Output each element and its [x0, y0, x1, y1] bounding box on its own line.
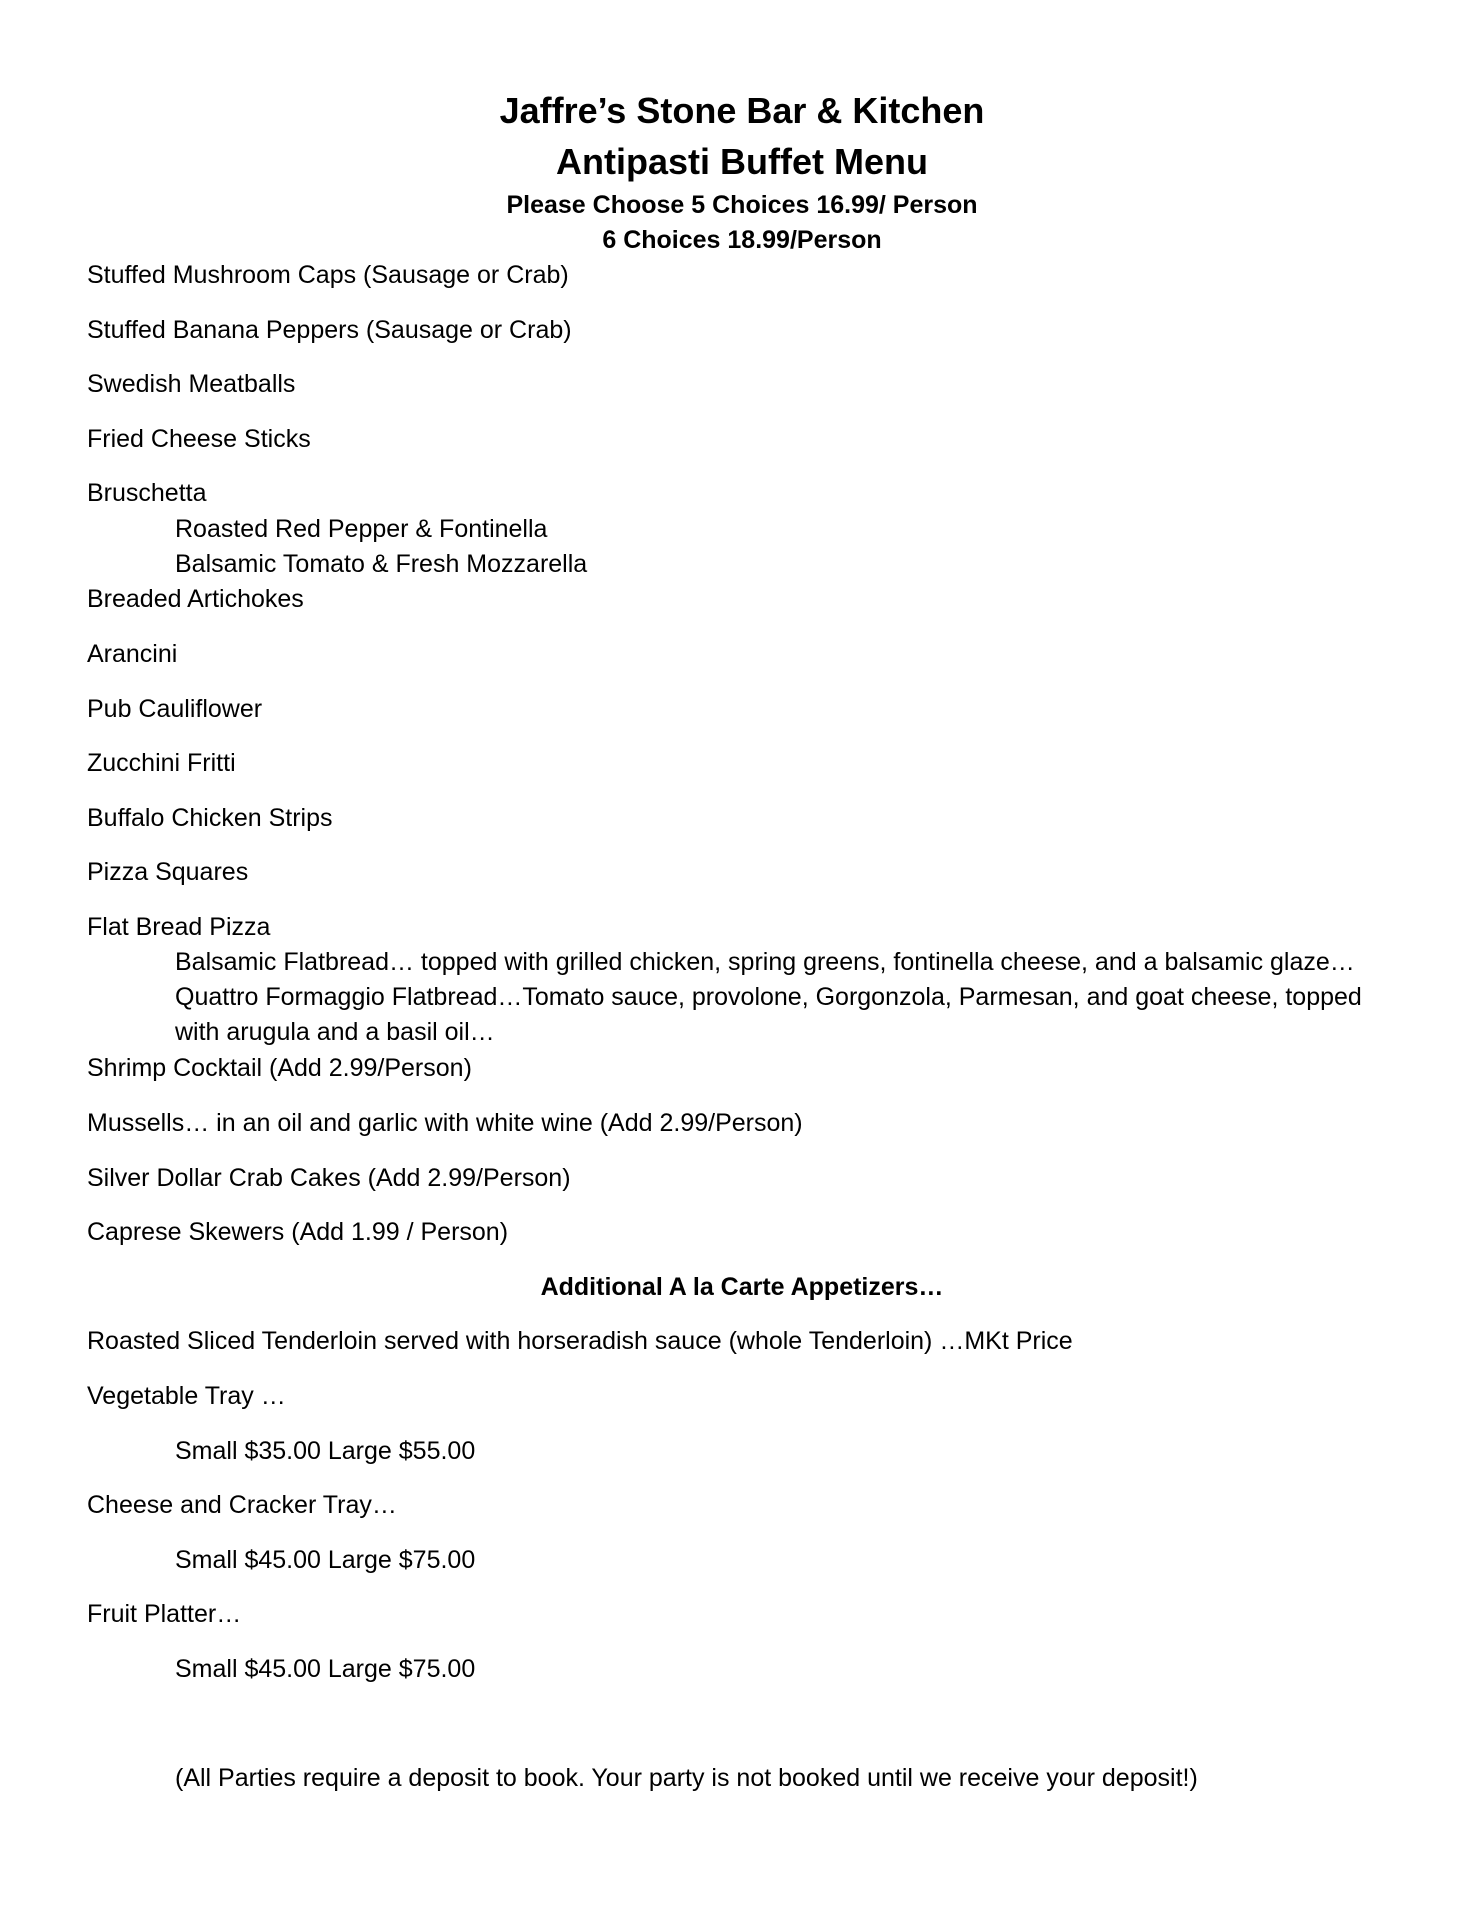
alacarte-heading: Additional A la Carte Appetizers… — [540, 1273, 944, 1301]
menu-item: Silver Dollar Crab Cakes (Add 2.99/Person) — [87, 1164, 571, 1192]
menu-item: Mussells… in an oil and garlic with white wine (Add 2.99/Person) — [87, 1109, 803, 1137]
menu-item: Fried Cheese Sticks — [87, 425, 311, 453]
menu-sub-item: Quattro Formaggio Flatbread…Tomato sauce, provolone, Gorgonzola, Parmesan, and goat cheese, topped with arugula and a basil oil… — [175, 983, 1362, 1046]
alacarte-price-line: Small $35.00 Large $55.00 — [175, 1437, 476, 1465]
menu-item: Swedish Meatballs — [87, 370, 296, 398]
menu-item: Arancini — [87, 640, 178, 668]
menu-sub-item: Balsamic Tomato & Fresh Mozzarella — [175, 550, 588, 578]
menu-item: Flat Bread Pizza — [87, 913, 271, 941]
menu-title: Antipasti Buffet Menu — [556, 141, 928, 182]
menu-sub-item: Balsamic Flatbread… topped with grilled chicken, spring greens, fontinella cheese, and a balsamic glaze… — [175, 948, 1355, 976]
alacarte-price-line: Small $45.00 Large $75.00 — [175, 1546, 476, 1574]
menu-item: Bruschetta — [87, 479, 207, 507]
menu-item: Pub Cauliflower — [87, 695, 263, 723]
alacarte-item: Roasted Sliced Tenderloin served with horseradish sauce (whole Tenderloin) …MKt Price — [87, 1327, 1073, 1355]
menu-item: Stuffed Banana Peppers (Sausage or Crab) — [87, 316, 572, 344]
menu-item: Zucchini Fritti — [87, 749, 236, 777]
menu-item: Stuffed Mushroom Caps (Sausage or Crab) — [87, 261, 569, 289]
menu-item: Buffalo Chicken Strips — [87, 804, 333, 832]
pricing-line-2: 6 Choices 18.99/Person — [602, 226, 882, 254]
menu-sub-item: Roasted Red Pepper & Fontinella — [175, 515, 548, 543]
alacarte-item: Fruit Platter… — [87, 1600, 242, 1628]
menu-item: Caprese Skewers (Add 1.99 / Person) — [87, 1218, 509, 1246]
restaurant-name: Jaffre’s Stone Bar & Kitchen — [499, 90, 985, 131]
menu-item: Breaded Artichokes — [87, 585, 304, 613]
deposit-note: (All Parties require a deposit to book. Your party is not booked until we receive your deposit!) — [175, 1764, 1198, 1792]
pricing-line-1: Please Choose 5 Choices 16.99/ Person — [506, 191, 978, 219]
alacarte-price-line: Small $45.00 Large $75.00 — [175, 1655, 476, 1683]
alacarte-item: Vegetable Tray … — [87, 1382, 286, 1410]
menu-item: Pizza Squares — [87, 858, 249, 886]
alacarte-item: Cheese and Cracker Tray… — [87, 1491, 397, 1519]
menu-item: Shrimp Cocktail (Add 2.99/Person) — [87, 1054, 472, 1082]
